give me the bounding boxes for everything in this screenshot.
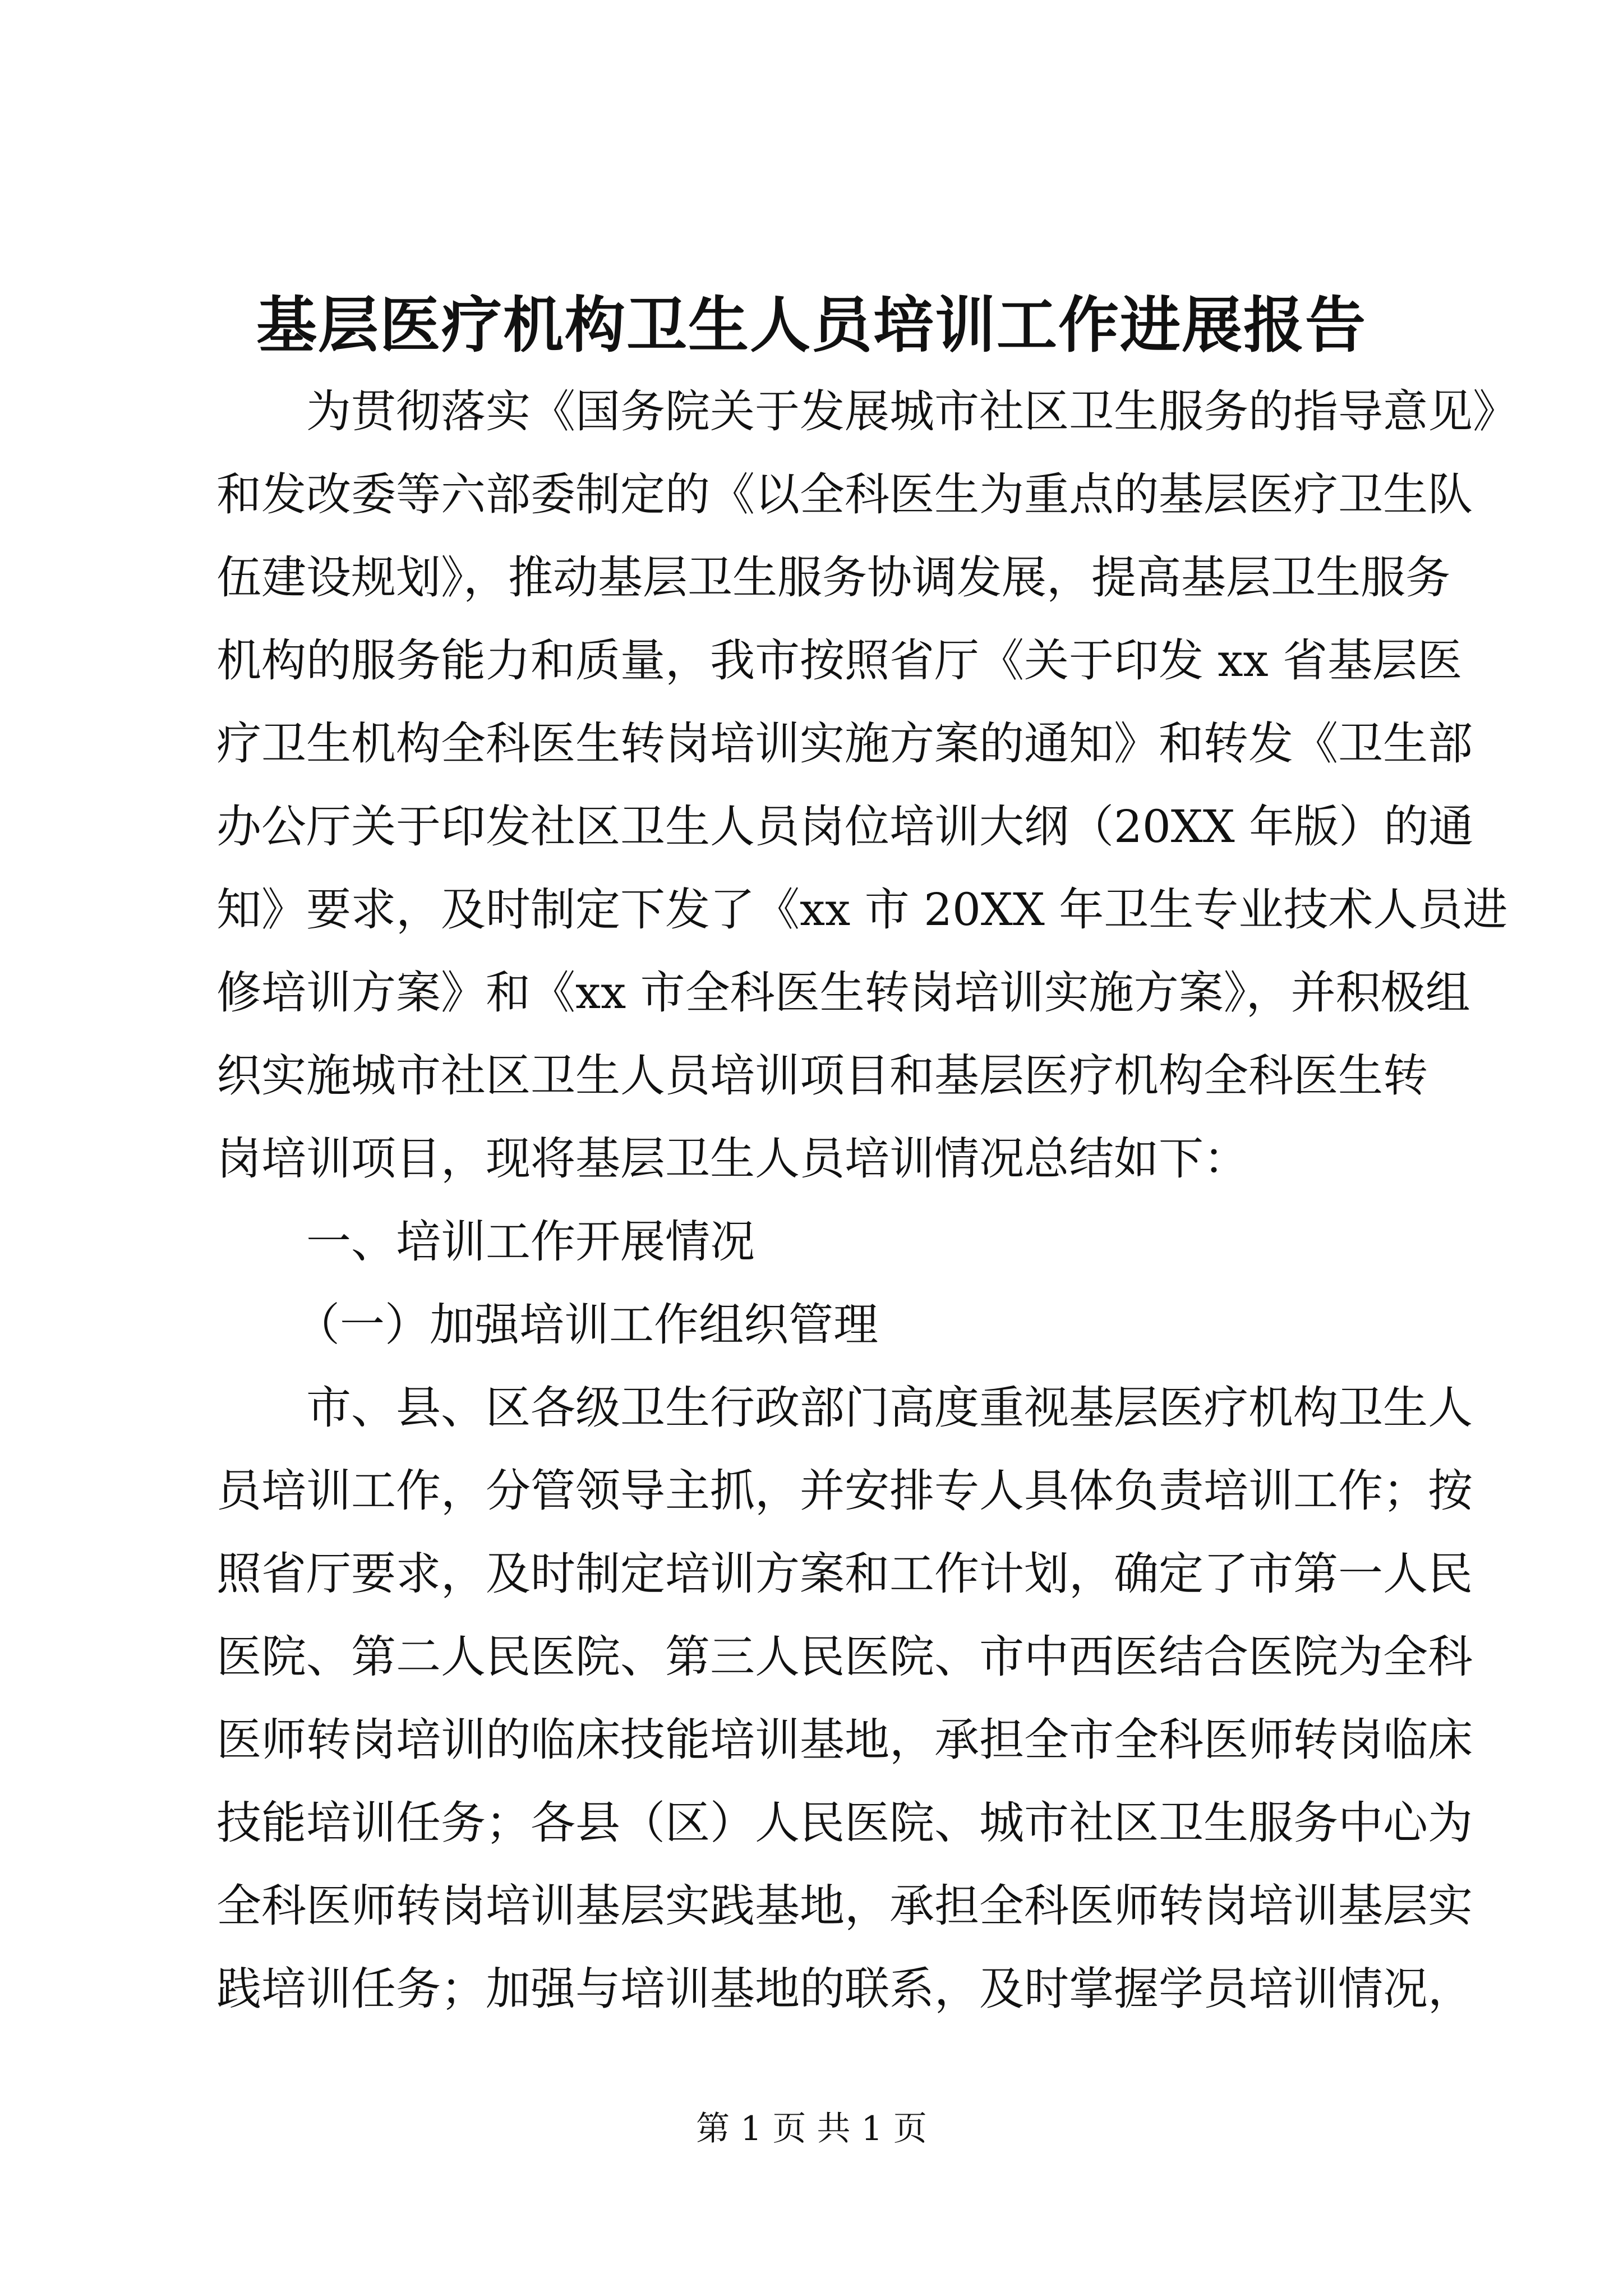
paragraph-line: 技能培训任务；各县（区）人民医院、城市社区卫生服务中心为 — [216, 1797, 1473, 1849]
page-number-footer: 第 1 页 共 1 页 — [696, 2109, 927, 2148]
paragraph-line: 员培训工作，分管领导主抓，并安排专人具体负责培训工作；按 — [216, 1465, 1473, 1517]
subsection-heading: （一）加强培训工作组织管理 — [295, 1299, 878, 1351]
paragraph-line: 疗卫生机构全科医生转岗培训实施方案的通知》和转发《卫生部 — [216, 717, 1473, 770]
paragraph-line: 医院、第二人民医院、第三人民医院、市中西医结合医院为全科 — [216, 1631, 1473, 1683]
document-title: 基层医疗机构卫生人员培训工作进展报告 — [256, 290, 1367, 361]
paragraph-line: 织实施城市社区卫生人员培训项目和基层医疗机构全科医生转 — [216, 1050, 1428, 1102]
paragraph-line: 为贯彻落实《国务院关于发展城市社区卫生服务的指导意见》 — [306, 385, 1518, 438]
paragraph-line: 医师转岗培训的临床技能培训基地，承担全市全科医师转岗临床 — [216, 1714, 1473, 1766]
paragraph-line: 全科医师转岗培训基层实践基地，承担全科医师转岗培训基层实 — [216, 1880, 1473, 1932]
paragraph-line: 市、县、区各级卫生行政部门高度重视基层医疗机构卫生人 — [306, 1382, 1473, 1434]
paragraph-line: 岗培训项目，现将基层卫生人员培训情况总结如下： — [216, 1133, 1248, 1185]
paragraph-line: 践培训任务；加强与培训基地的联系，及时掌握学员培训情况， — [216, 1963, 1473, 2015]
paragraph-line: 办公厅关于印发社区卫生人员岗位培训大纲（20XX 年版）的通 — [216, 800, 1474, 853]
paragraph-line: 和发改委等六部委制定的《以全科医生为重点的基层医疗卫生队 — [216, 468, 1473, 521]
paragraph-line: 修培训方案》和《xx 市全科医生转岗培训实施方案》，并积极组 — [216, 967, 1470, 1019]
section-heading: 一、培训工作开展情况 — [306, 1216, 755, 1268]
paragraph-line: 照省厅要求，及时制定培训方案和工作计划，确定了市第一人民 — [216, 1548, 1473, 1600]
paragraph-line: 知》要求，及时制定下发了《xx 市 20XX 年卫生专业技术人员进 — [216, 884, 1508, 936]
paragraph-line: 伍建设规划》，推动基层卫生服务协调发展，提高基层卫生服务 — [216, 551, 1450, 604]
paragraph-line: 机构的服务能力和质量，我市按照省厅《关于印发 xx 省基层医 — [216, 634, 1463, 687]
